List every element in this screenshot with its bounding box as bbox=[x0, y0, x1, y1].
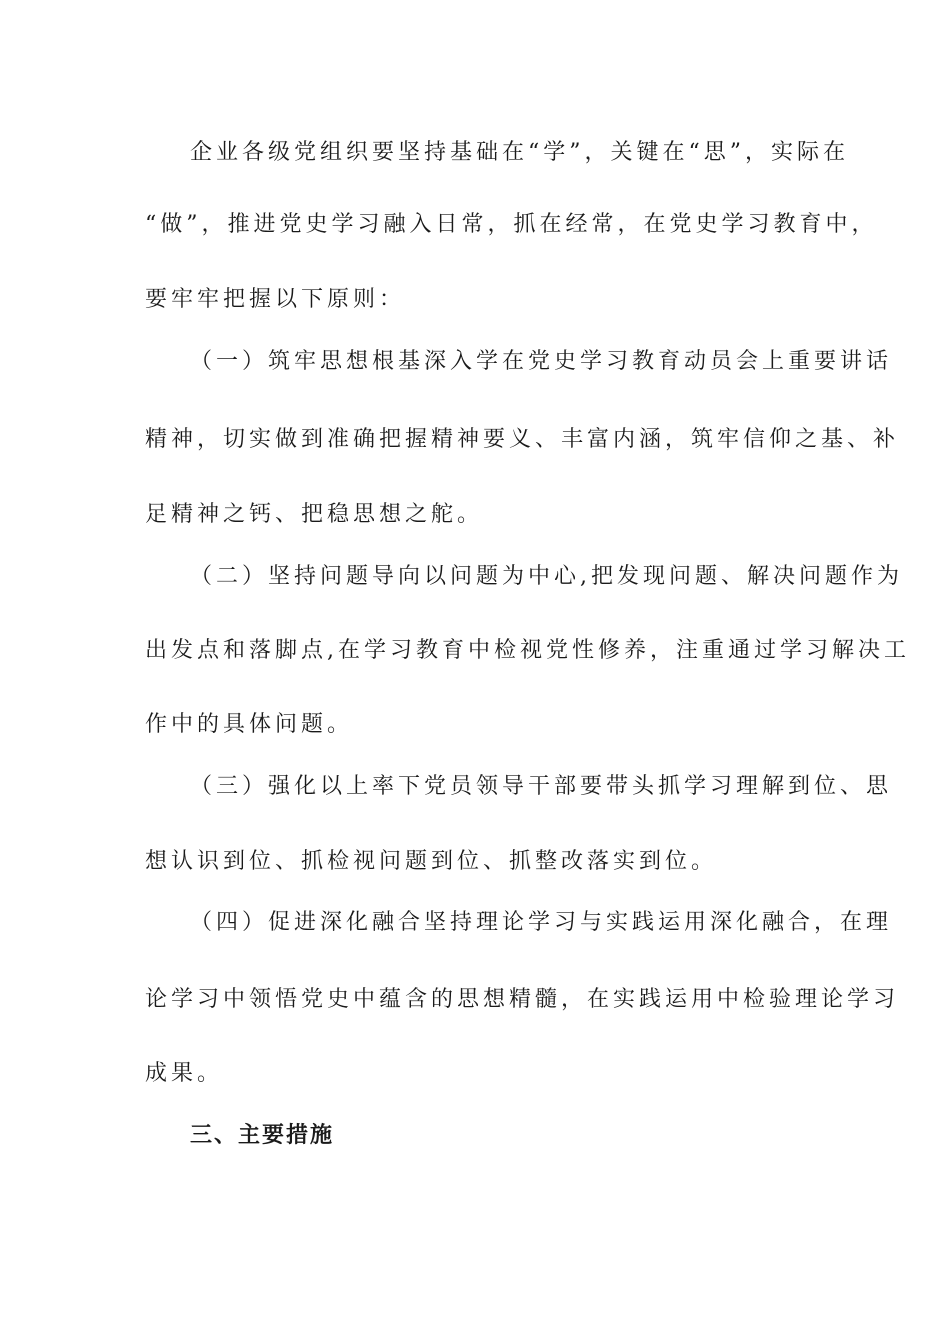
paragraph-2-line-3: 足精神之钙、把稳思想之舵。 bbox=[145, 502, 484, 527]
paragraph-3-line-1: （二）坚持问题导向以问题为中心,把发现问题、解决问题作为 bbox=[190, 564, 903, 589]
paragraph-3-line-2: 出发点和落脚点,在学习教育中检视党性修养，注重通过学习解决工 bbox=[145, 638, 910, 663]
paragraph-2-line-1: （一）筑牢思想根基深入学在党史学习教育动员会上重要讲话 bbox=[190, 349, 893, 374]
paragraph-5-line-2: 论学习中领悟党史中蕴含的思想精髓，在实践运用中检验理论学习 bbox=[145, 987, 900, 1012]
paragraph-5-line-3: 成果。 bbox=[145, 1061, 224, 1086]
paragraph-5-line-1: （四）促进深化融合坚持理论学习与实践运用深化融合，在理 bbox=[190, 910, 893, 935]
paragraph-1-line-1: 企业各级党组织要坚持基础在“学”，关键在“思”，实际在 bbox=[190, 140, 849, 165]
paragraph-2-line-2: 精神，切实做到准确把握精神要义、丰富内涵，筑牢信仰之基、补 bbox=[145, 427, 900, 452]
section-heading: 三、主要措施 bbox=[190, 1122, 335, 1148]
paragraph-1-line-3: 要牢牢把握以下原则： bbox=[145, 287, 406, 312]
paragraph-4-line-1: （三）强化以上率下党员领导干部要带头抓学习理解到位、思 bbox=[190, 774, 893, 799]
paragraph-1-line-2: “做”，推进党史学习融入日常，抓在经常，在党史学习教育中， bbox=[145, 212, 878, 237]
paragraph-3-line-3: 作中的具体问题。 bbox=[145, 712, 354, 737]
paragraph-4-line-2: 想认识到位、抓检视问题到位、抓整改落实到位。 bbox=[145, 849, 718, 874]
